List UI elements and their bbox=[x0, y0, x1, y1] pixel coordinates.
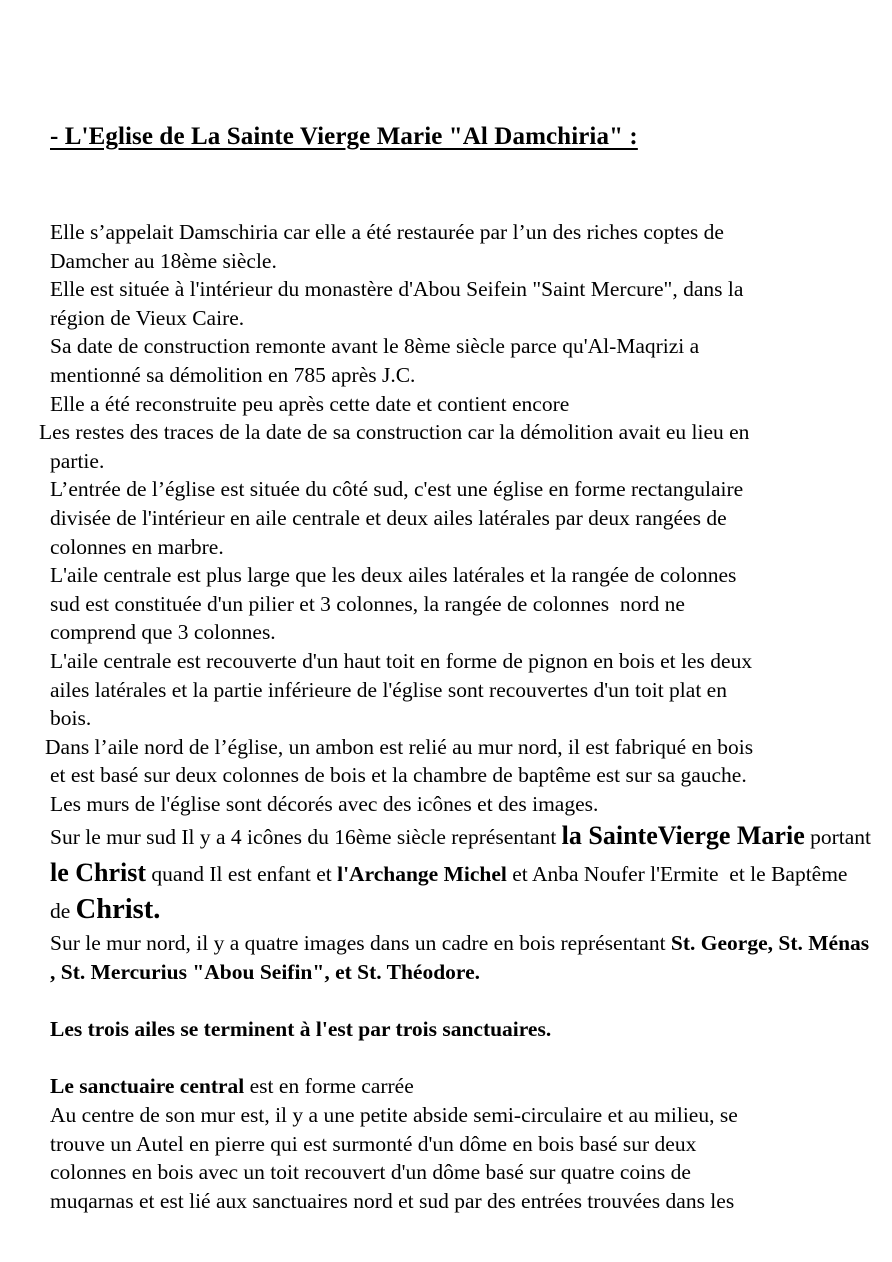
icons-paragraph bbox=[0, 818, 892, 929]
sanctuaries-heading: Les trois ailes se terminent à l'est par trois sanctuaires. bbox=[50, 1017, 552, 1042]
saints-list-emphasis: St. George, St. Ménas , St. Mercurius "Abou Seifin", et St. Théodore. bbox=[50, 931, 875, 985]
text-line: Les restes des traces de la date de sa construction car la démolition avait eu lieu en bbox=[39, 420, 750, 445]
text-line: mentionné sa démolition en 785 après J.C. bbox=[50, 362, 416, 387]
central-sanctuary-emphasis: Le sanctuaire central bbox=[50, 1074, 245, 1099]
text-line: Elle est située à l'intérieur du monastère d'Abou Seifein "Saint Mercure", dans la bbox=[50, 277, 744, 302]
text-line: Dans l’aile nord de l’église, un ambon est relié au mur nord, il est fabriqué en bois bbox=[45, 734, 754, 759]
text-line: L’entrée de l’église est située du côté sud, c'est une église en forme rectangulaire bbox=[50, 477, 744, 502]
text-line: sud est constituée d'un pilier et 3 colonnes, la rangée de colonnes nord ne bbox=[50, 591, 685, 616]
archangel-michael-emphasis: l'Archange Michel bbox=[337, 862, 507, 887]
icons-text-mid3: et Anba Noufer l'Ermite et le Baptême de bbox=[50, 862, 853, 924]
the-christ-emphasis: le Christ bbox=[50, 858, 147, 888]
text-line: et est basé sur deux colonnes de bois et la chambre de baptême est sur sa gauche. bbox=[50, 763, 747, 788]
text-line: trouve un Autel en pierre qui est surmonté d'un dôme en bois basé sur deux bbox=[50, 1131, 697, 1156]
page-title: - L'Eglise de La Sainte Vierge Marie "Al Damchiria" : bbox=[50, 122, 638, 150]
text-line: divisée de l'intérieur en aile centrale et deux ailes latérales par deux rangées de bbox=[50, 505, 727, 530]
document-body bbox=[0, 218, 892, 1215]
icons-text-lead: Sur le mur sud Il y a 4 icônes du 16ème siècle représentant bbox=[50, 825, 562, 850]
paragraph-spacer bbox=[0, 987, 892, 1016]
christ-emphasis: Christ. bbox=[75, 894, 161, 926]
text-line: Les murs de l'église sont décorés avec des icônes et des images. bbox=[50, 791, 599, 816]
text-line: ailes latérales et la partie inférieure de l'église sont recouvertes d'un toit plat en bbox=[50, 677, 727, 702]
north-wall-text-lead: Sur le mur nord, il y a quatre images dans un cadre en bois représentant bbox=[50, 931, 671, 956]
icons-text-mid2: quand Il est enfant et bbox=[146, 862, 338, 887]
paragraph-spacer bbox=[0, 1044, 892, 1073]
text-line: Damcher au 18ème siècle. bbox=[50, 248, 277, 273]
text-line: colonnes en bois avec un toit recouvert d'un dôme basé sur quatre coins de bbox=[50, 1160, 691, 1185]
text-line: partie. bbox=[50, 448, 105, 473]
icons-text-mid1: portant bbox=[804, 825, 877, 850]
text-line: comprend que 3 colonnes. bbox=[50, 620, 276, 645]
text-line: Elle a été reconstruite peu après cette date et contient encore bbox=[50, 391, 570, 416]
text-line: colonnes en marbre. bbox=[50, 534, 224, 559]
text-line: Au centre de son mur est, il y a une petite abside semi-circulaire et au milieu, se bbox=[50, 1103, 738, 1128]
text-line: L'aile centrale est recouverte d'un haut toit en forme de pignon en bois et les deux bbox=[50, 648, 753, 673]
text-line: L'aile centrale est plus large que les deux ailes latérales et la rangée de colonnes bbox=[50, 563, 737, 588]
text-line: Sa date de construction remonte avant le 8ème siècle parce qu'Al-Maqrizi a bbox=[50, 334, 700, 359]
central-sanctuary-lead bbox=[0, 1072, 892, 1101]
text-line: Elle s’appelait Damschiria car elle a été restaurée par l’un des riches coptes de bbox=[50, 220, 724, 244]
holy-virgin-mary-emphasis: la SainteVierge Marie bbox=[561, 821, 805, 851]
north-wall-paragraph bbox=[0, 929, 892, 986]
text-line: région de Vieux Caire. bbox=[50, 305, 245, 330]
central-sanctuary-tail: est en forme carrée bbox=[244, 1074, 414, 1099]
text-line: muqarnas et est lié aux sanctuaires nord et sud par des entrées trouvées dans les bbox=[50, 1188, 735, 1213]
text-line: bois. bbox=[50, 706, 92, 731]
